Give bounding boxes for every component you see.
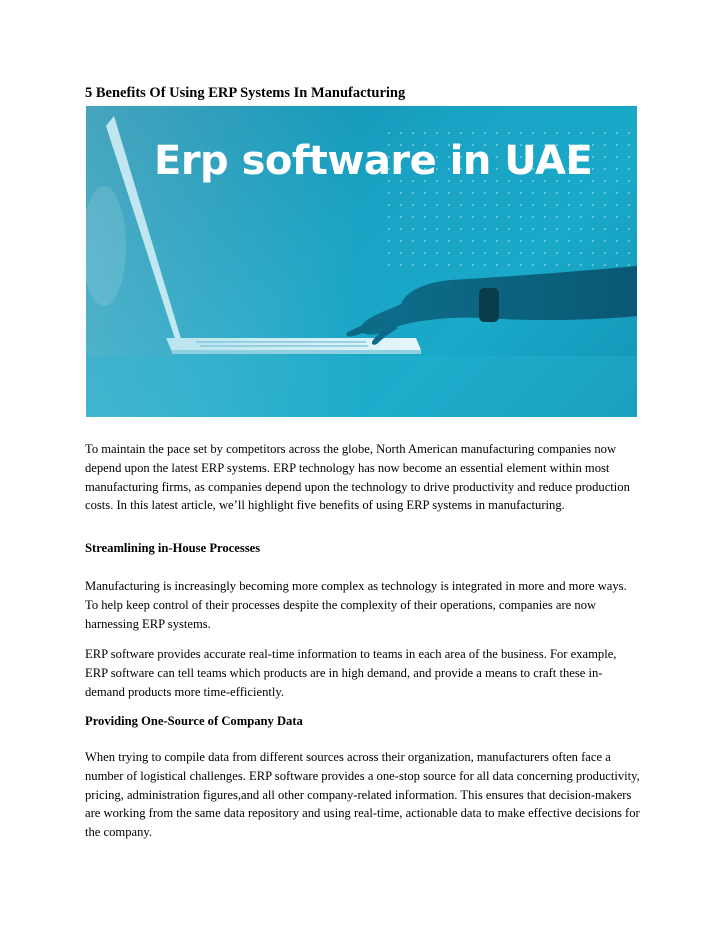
hero-image — [86, 106, 637, 417]
document-title: 5 Benefits Of Using ERP Systems In Manufacturing — [85, 85, 406, 101]
section-paragraph: When trying to compile data from different sources across their organization, manufacturers often face a number of logistical challenges. ERP software provides a one-stop source for all data concerning productivity, pricing, administration figures,and all other company-related information. This ensures that decision-makers are working from the same data repository and using real-time, actionable data to make effective decisions for the company. — [85, 750, 640, 840]
hero-caption: Erp software in UAE — [154, 138, 593, 184]
intro-paragraph: To maintain the pace set by competitors across the globe, North American manufacturing companies now depend upon the latest ERP systems. ERP technology has now become an essential element within most manufacturing firms, as companies depend upon the technology to drive productivity and reduce production costs. In this latest article, we’ll highlight five benefits of using ERP systems in manufacturing. — [85, 442, 630, 513]
section-paragraph: Manufacturing is increasingly becoming more complex as technology is integrated in more and more ways. To help keep control of their processes despite the complexity of their operations, companies are now harnessing ERP systems. — [85, 579, 627, 631]
section-heading-one-source: Providing One-Source of Company Data — [85, 714, 303, 728]
section-heading-streamlining: Streamlining in-House Processes — [85, 541, 261, 555]
section-paragraph: ERP software provides accurate real-time information to teams in each area of the business. For example, ERP software can tell teams which products are in high demand, and provide a means to craft these in-demand products more time-efficiently. — [85, 647, 617, 699]
